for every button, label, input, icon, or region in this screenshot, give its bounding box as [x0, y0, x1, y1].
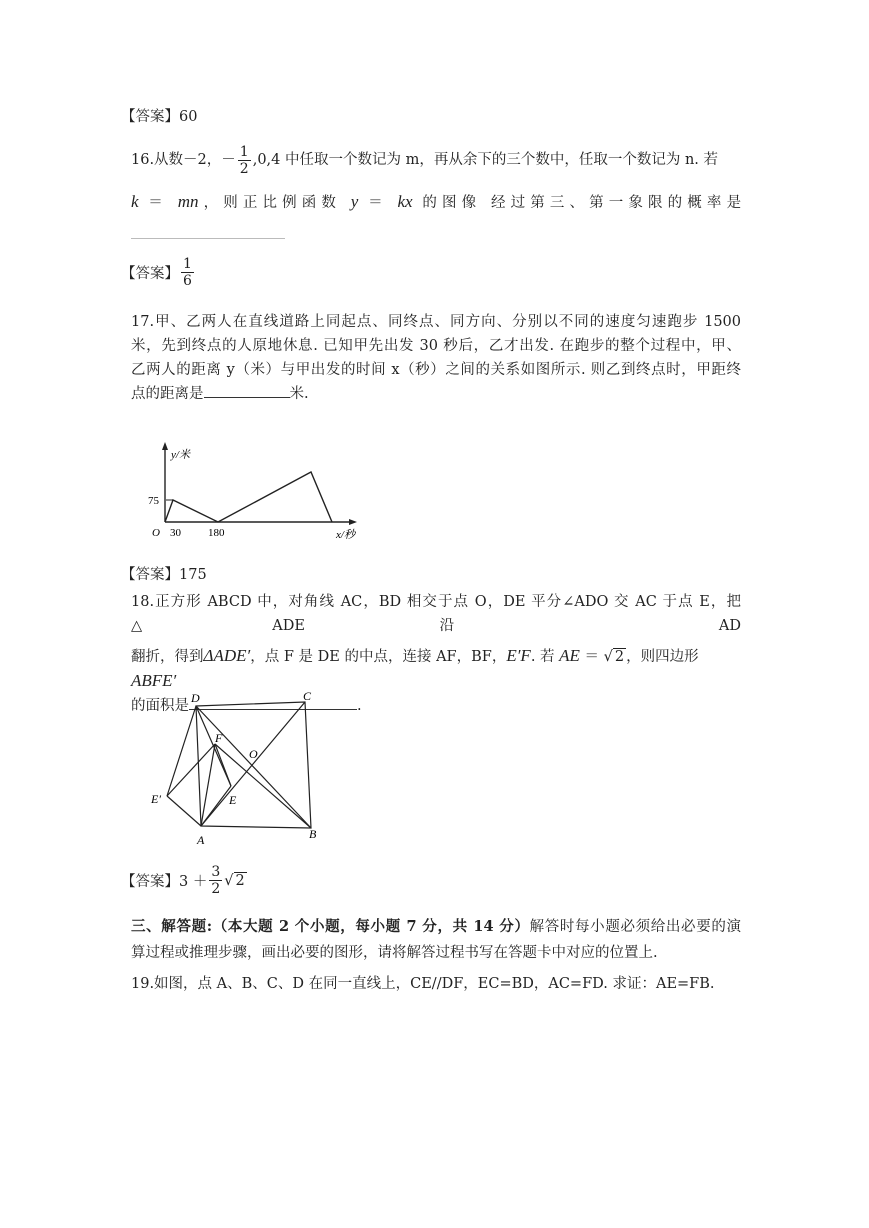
answer-sqrt: √ 2 — [224, 872, 245, 889]
point-f: F — [215, 731, 223, 745]
question-17: 17.甲、乙两人在直线道路上同起点、同终点、同方向、分别以不同的速度匀速跑步 1500 米，先到终点的人原地休息. 已知甲先出发 30 秒后，乙才出发. 在跑步的整个过程中，甲、 乙两人的距离 y（米）与甲出发的时间 x（秒）之间的关系如图所示. 则乙到终点时，甲距终 点的距离是 米. — [131, 314, 741, 402]
vertex-d: D — [191, 691, 200, 705]
answer-18: 【答案】3 ＋ $\frac{3}{2}$ √ 2 — [121, 864, 245, 897]
section-3-header: 三、解答题:（本大题 2 个小题，每小题 7 分，共 14 分）解答时每小题必须给出必要的演 算过程或推理步骤，画出必要的图形，请将解答过程书写在答题卡中对应的位置上. — [131, 918, 741, 961]
question-19: 19.如图，点 A、B、C、D 在同一直线上，CE//DF，EC=BD，AC=FD. 求证：AE=FB. — [131, 976, 715, 992]
q16-line1: 16.从数－2，－ $\frac{1}{2}$ ,0,4 中任取一个数记为 m，再从余下的三个数中，任取一个数记为 n. 若 — [131, 143, 719, 177]
vertex-c: C — [303, 689, 312, 703]
line-bf — [215, 744, 311, 828]
answer-blank-16 — [131, 238, 285, 239]
point-e: E — [229, 793, 237, 807]
q17-graph — [140, 438, 380, 546]
answer-blank-17 — [204, 383, 290, 398]
line-ae1 — [167, 796, 201, 826]
y-axis-label: y/米 — [171, 449, 190, 461]
fraction-one-half: $\frac{1}{2}$ — [239, 143, 249, 177]
question-16 — [131, 140, 741, 215]
distance-curve — [165, 472, 332, 522]
answer-16: 【答案】 $\frac{1}{6}$ — [121, 256, 192, 289]
answer-fraction: $\frac{3}{2}$ — [211, 864, 221, 897]
answer-fraction: $\frac{1}{6}$ — [183, 256, 192, 289]
x-axis-label: x/秒 — [336, 529, 355, 541]
line-ef — [201, 786, 231, 826]
vertex-b: B — [309, 827, 317, 841]
line-de1 — [167, 706, 196, 796]
q18-figure — [145, 686, 335, 852]
origin-label: O — [152, 527, 160, 539]
label-180: 180 — [208, 527, 225, 539]
question-18: 18.正方形 ABCD 中，对角线 AC，BD 相交于点 O，DE 平分∠ADO 交 AC 于点 E，把△ADE 沿 AD 翻折，得到ΔADE′，点 F 是 DE 的中点，连接 AF，BF，E′F. 若 AE ＝ √ 2 ，则四边形ABFE′ 的面积是 . — [131, 594, 741, 714]
answer-15: 【答案】60 — [121, 109, 198, 125]
q16-line2: k ＝ mn，则正比例函数 y ＝ kx 的图像 经过第三、第一象限的概率是 — [131, 192, 742, 211]
vertex-a: A — [197, 833, 205, 847]
label-30: 30 — [170, 527, 181, 539]
answer-17: 【答案】175 — [121, 567, 207, 583]
diagonal-ac — [201, 702, 305, 826]
sqrt-2: √ 2 — [603, 649, 625, 665]
point-e1: E′ — [151, 792, 161, 806]
label-75: 75 — [148, 495, 159, 507]
point-o: O — [249, 747, 258, 761]
